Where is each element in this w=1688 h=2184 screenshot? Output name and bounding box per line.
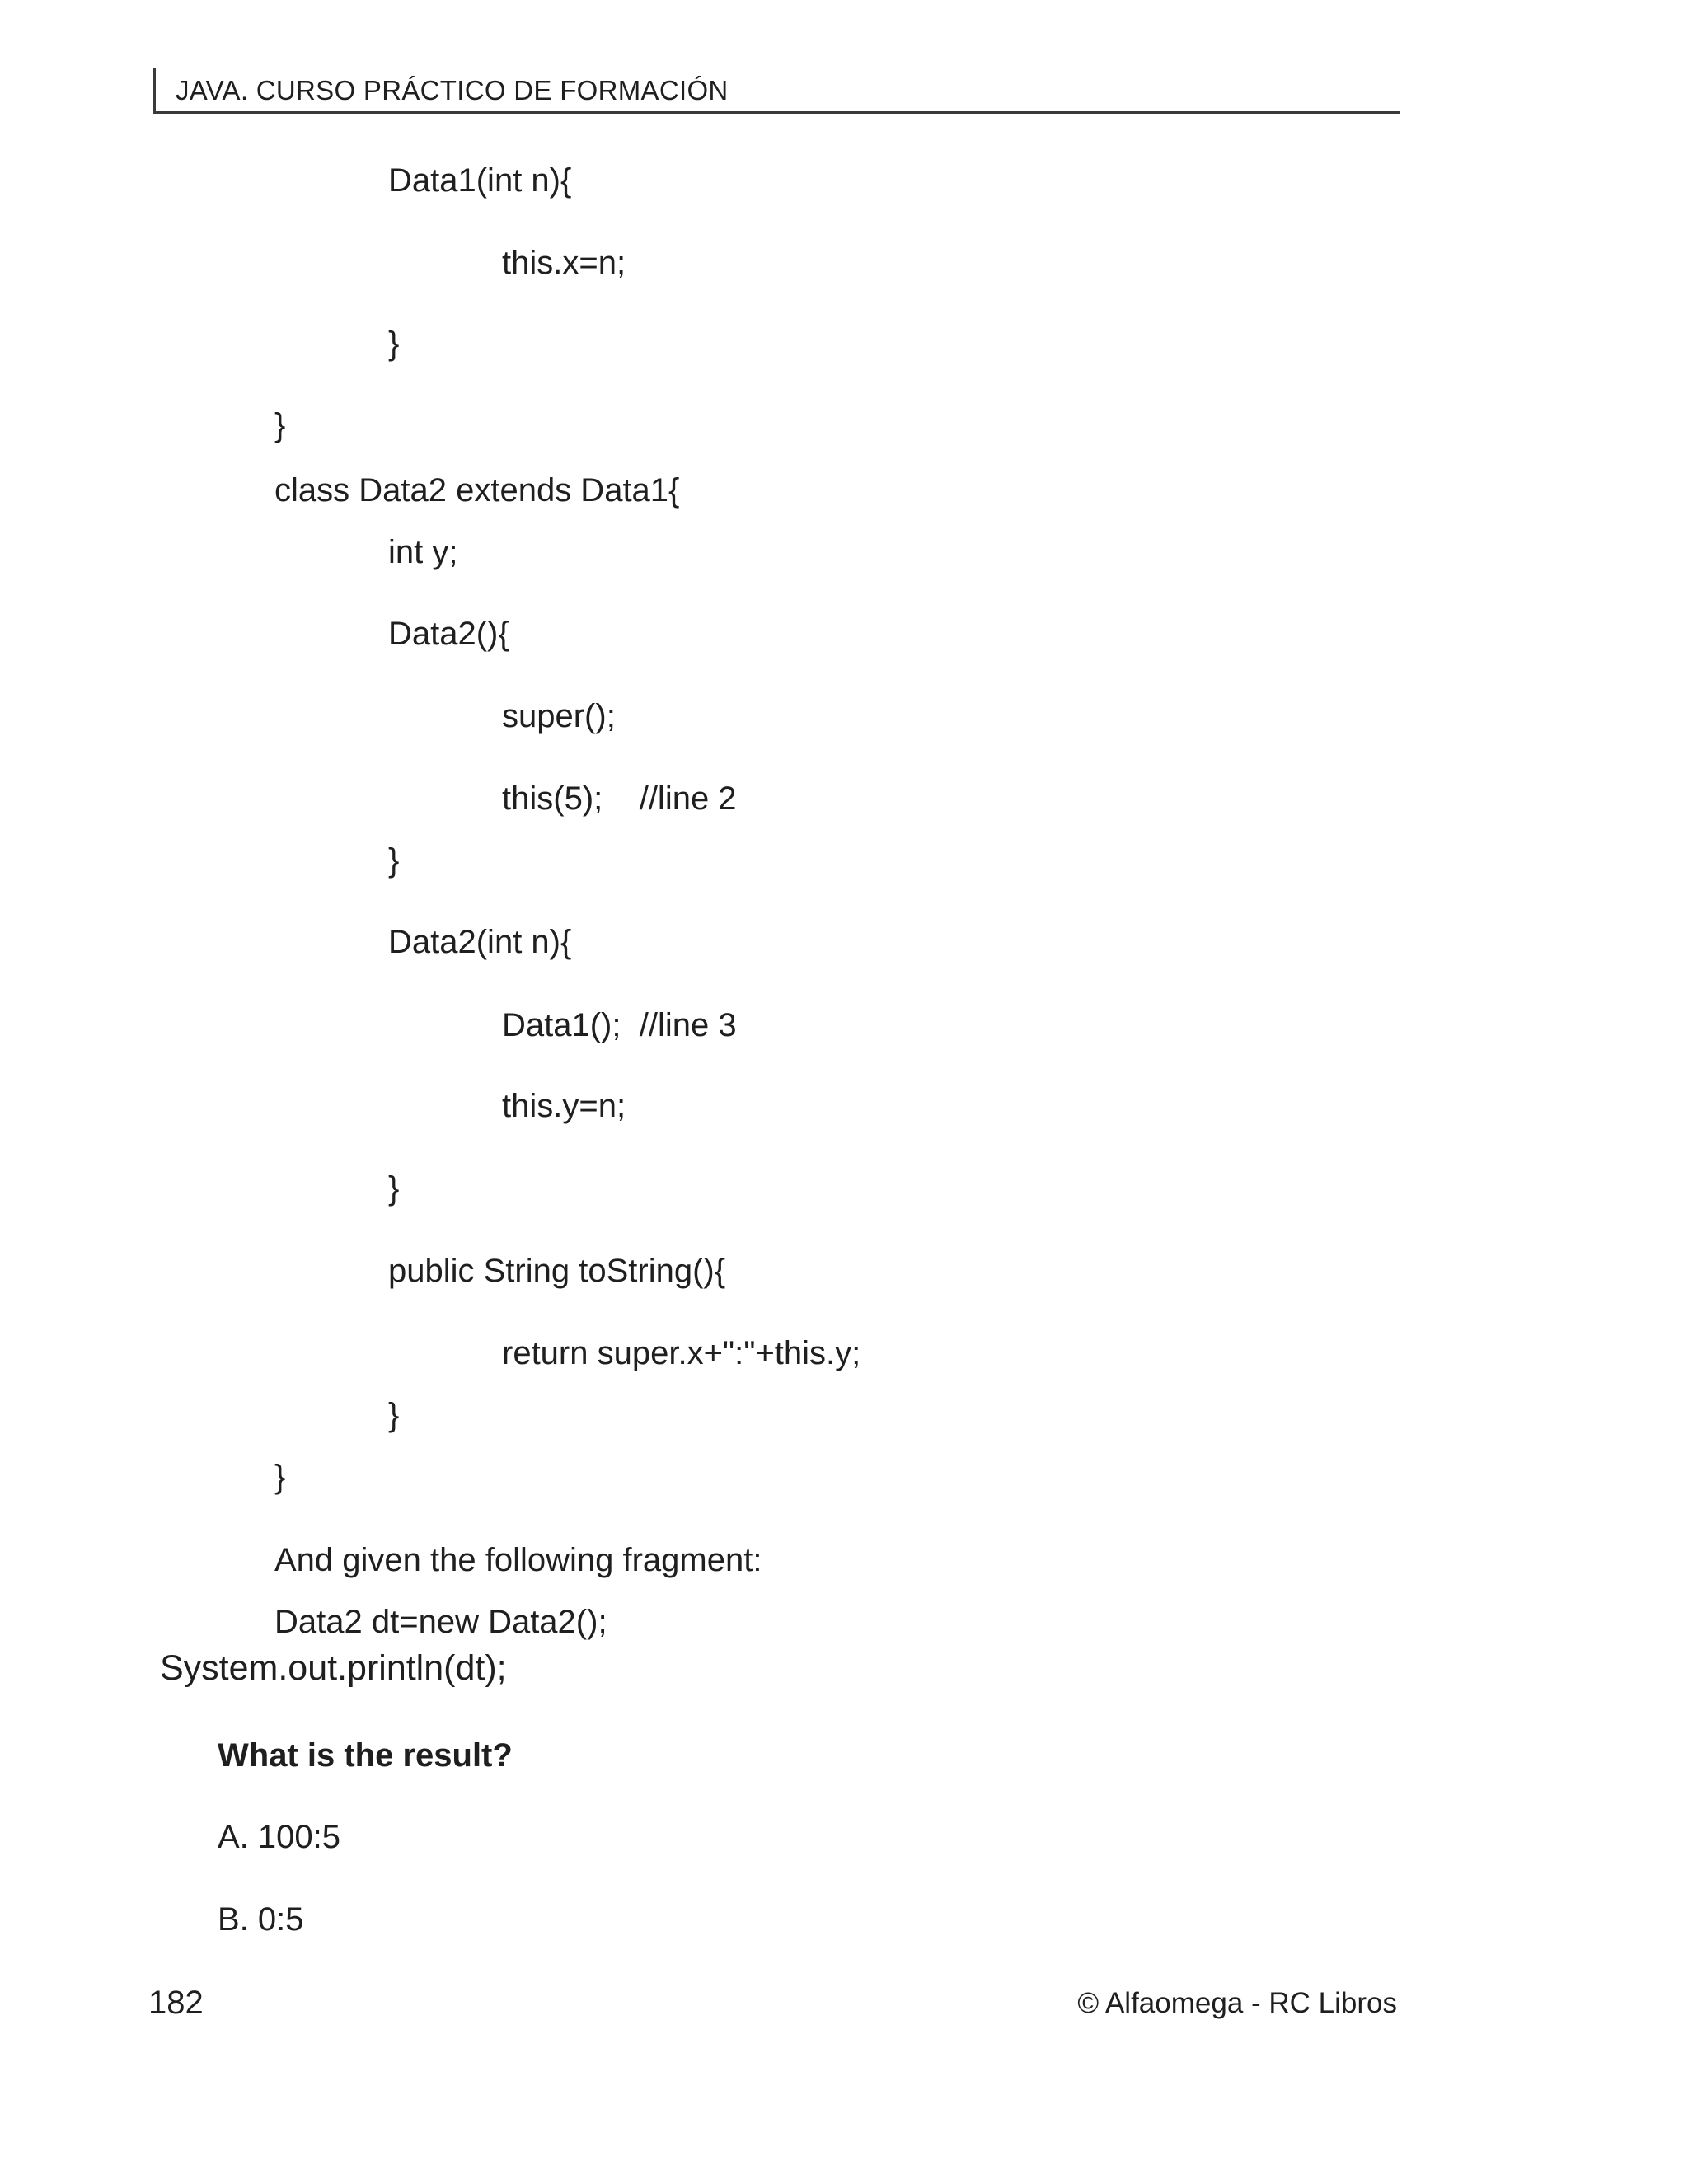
code-line: this(5); //line 2: [502, 780, 737, 817]
fragment-line: System.out.println(dt);: [160, 1648, 507, 1688]
fragment-intro: And given the following fragment:: [274, 1542, 762, 1578]
code-line: this.y=n;: [502, 1088, 626, 1124]
code-line: public String toString(){: [388, 1253, 726, 1289]
code-line: }: [274, 407, 286, 443]
code-line: Data1(int n){: [388, 162, 572, 199]
code-line: }: [274, 1459, 286, 1495]
code-line: class Data2 extends Data1{: [274, 472, 680, 509]
code-line: }: [388, 1397, 400, 1433]
page-number: 182: [148, 1985, 204, 2021]
code-line: Data1(); //line 3: [502, 1007, 737, 1043]
code-line: int y;: [388, 534, 458, 570]
copyright-notice: © Alfaomega - RC Libros: [1077, 1987, 1397, 2019]
code-line: Data2(){: [388, 616, 509, 652]
header-title: JAVA. CURSO PRÁCTICO DE FORMACIÓN: [176, 75, 729, 105]
answer-option: A. 100:5: [218, 1819, 341, 1855]
code-line: }: [388, 1170, 400, 1207]
answer-option: B. 0:5: [218, 1901, 304, 1938]
question-text: What is the result?: [218, 1737, 513, 1774]
running-header: [153, 68, 1400, 114]
code-line: Data2(int n){: [388, 924, 572, 960]
code-line: super();: [502, 698, 616, 734]
code-line: }: [388, 326, 400, 362]
code-line: }: [388, 842, 400, 879]
fragment-line: Data2 dt=new Data2();: [274, 1604, 607, 1640]
code-line: return super.x+":"+this.y;: [502, 1335, 861, 1371]
code-line: this.x=n;: [502, 245, 626, 281]
